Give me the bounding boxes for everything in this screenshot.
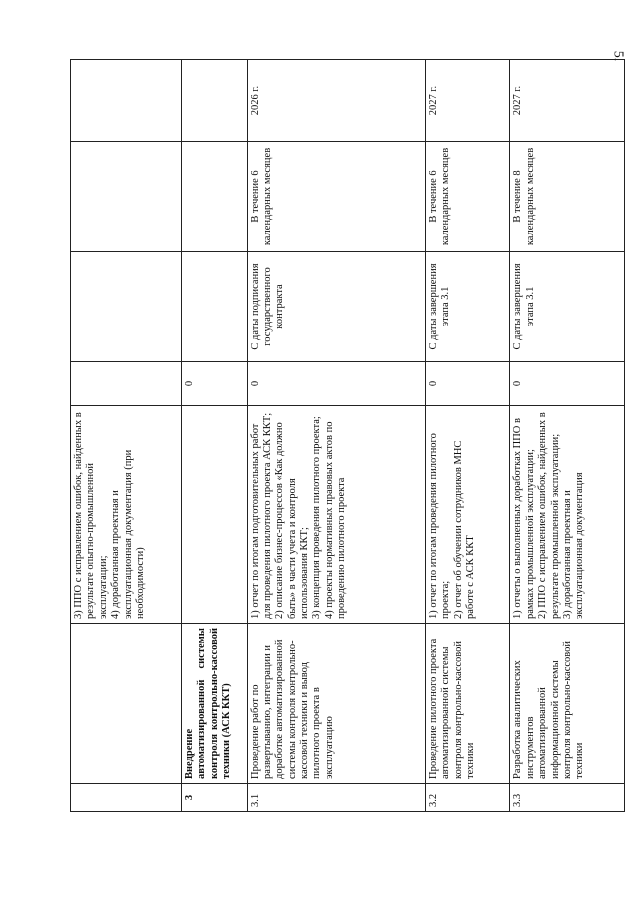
cell-title <box>71 624 182 784</box>
cell-zero: 0 <box>426 362 510 406</box>
cell-result: 1) отчет по итогам проведения пилотного проекта; 2) отчет об обучении сотрудников МНС работе с АСК ККТ <box>426 406 510 624</box>
cell-num <box>71 784 182 812</box>
cell-title: Проведение пилотного проекта автоматизированной системы контроля контрольно-кассовой техники <box>426 624 510 784</box>
cell-duration: В течение 6 календарных месяцев <box>247 142 425 252</box>
cell-duration: В течение 6 календарных месяцев <box>426 142 510 252</box>
cell-year: 2027 г. <box>426 60 510 142</box>
rotated-table-container <box>70 60 625 812</box>
cell-title: Внедрение автоматизированной системы контроля контрольно-кассовой техники (АСК ККТ) <box>181 624 247 784</box>
cell-zero <box>71 362 182 406</box>
plan-table <box>70 59 625 812</box>
cell-year: 2027 г. <box>510 60 625 142</box>
cell-duration: В течение 8 календарных месяцев <box>510 142 625 252</box>
cell-start <box>181 252 247 362</box>
table-row <box>426 60 510 812</box>
cell-start <box>71 252 182 362</box>
table-row <box>510 60 625 812</box>
cell-start: С даты подписания государственного контракта <box>247 252 425 362</box>
page-number: 5. <box>609 50 625 62</box>
cell-result: 3) ППО с исправлением ошибок, найденных в результате опытно-промышленной эксплуатации; 4) доработанная проектная и эксплуатационная документация (при необходимости) <box>71 406 182 624</box>
cell-zero: 0 <box>247 362 425 406</box>
cell-year <box>71 60 182 142</box>
cell-result: 1) отчет по итогам подготовительных работ для проведения пилотного проекта АСК ККТ; 2) описание бизнес-процессов «Как должно быть» в части учета и контроля использования ККТ; 3) концепция проведения пилотного проекта; 4) проекты нормативных правовых актов по проведению пилотного проекта <box>247 406 425 624</box>
table-row <box>247 60 425 812</box>
cell-start: С даты завершения этапа 3.1 <box>510 252 625 362</box>
cell-zero: 0 <box>510 362 625 406</box>
cell-duration <box>181 142 247 252</box>
cell-result: 1) отчеты о выполненных доработках ППО в рамках промышленной эксплуатации; 2) ППО с исправлением ошибок, найденных в результате промышленной эксплуатации; 3) доработанная проектная и эксплуатационная документация <box>510 406 625 624</box>
cell-zero: 0 <box>181 362 247 406</box>
cell-title: Разработка аналитических инструментов автоматизированной информационной системы контроля контрольно-кассовой техники <box>510 624 625 784</box>
table-row <box>181 60 247 812</box>
cell-year <box>181 60 247 142</box>
table-row <box>71 60 182 812</box>
cell-num: 3.3 <box>510 784 625 812</box>
cell-num: 3 <box>181 784 247 812</box>
cell-start: С даты завершения этапа 3.1 <box>426 252 510 362</box>
cell-num: 3.1 <box>247 784 425 812</box>
cell-duration <box>71 142 182 252</box>
cell-num: 3.2 <box>426 784 510 812</box>
cell-result <box>181 406 247 624</box>
cell-title: Проведение работ по развертыванию, интеграции и доработке автоматизированной системы контроля контрольно-кассовой техники и вывод пилотного проекта в эксплуатацию <box>247 624 425 784</box>
cell-year: 2026 г. <box>247 60 425 142</box>
